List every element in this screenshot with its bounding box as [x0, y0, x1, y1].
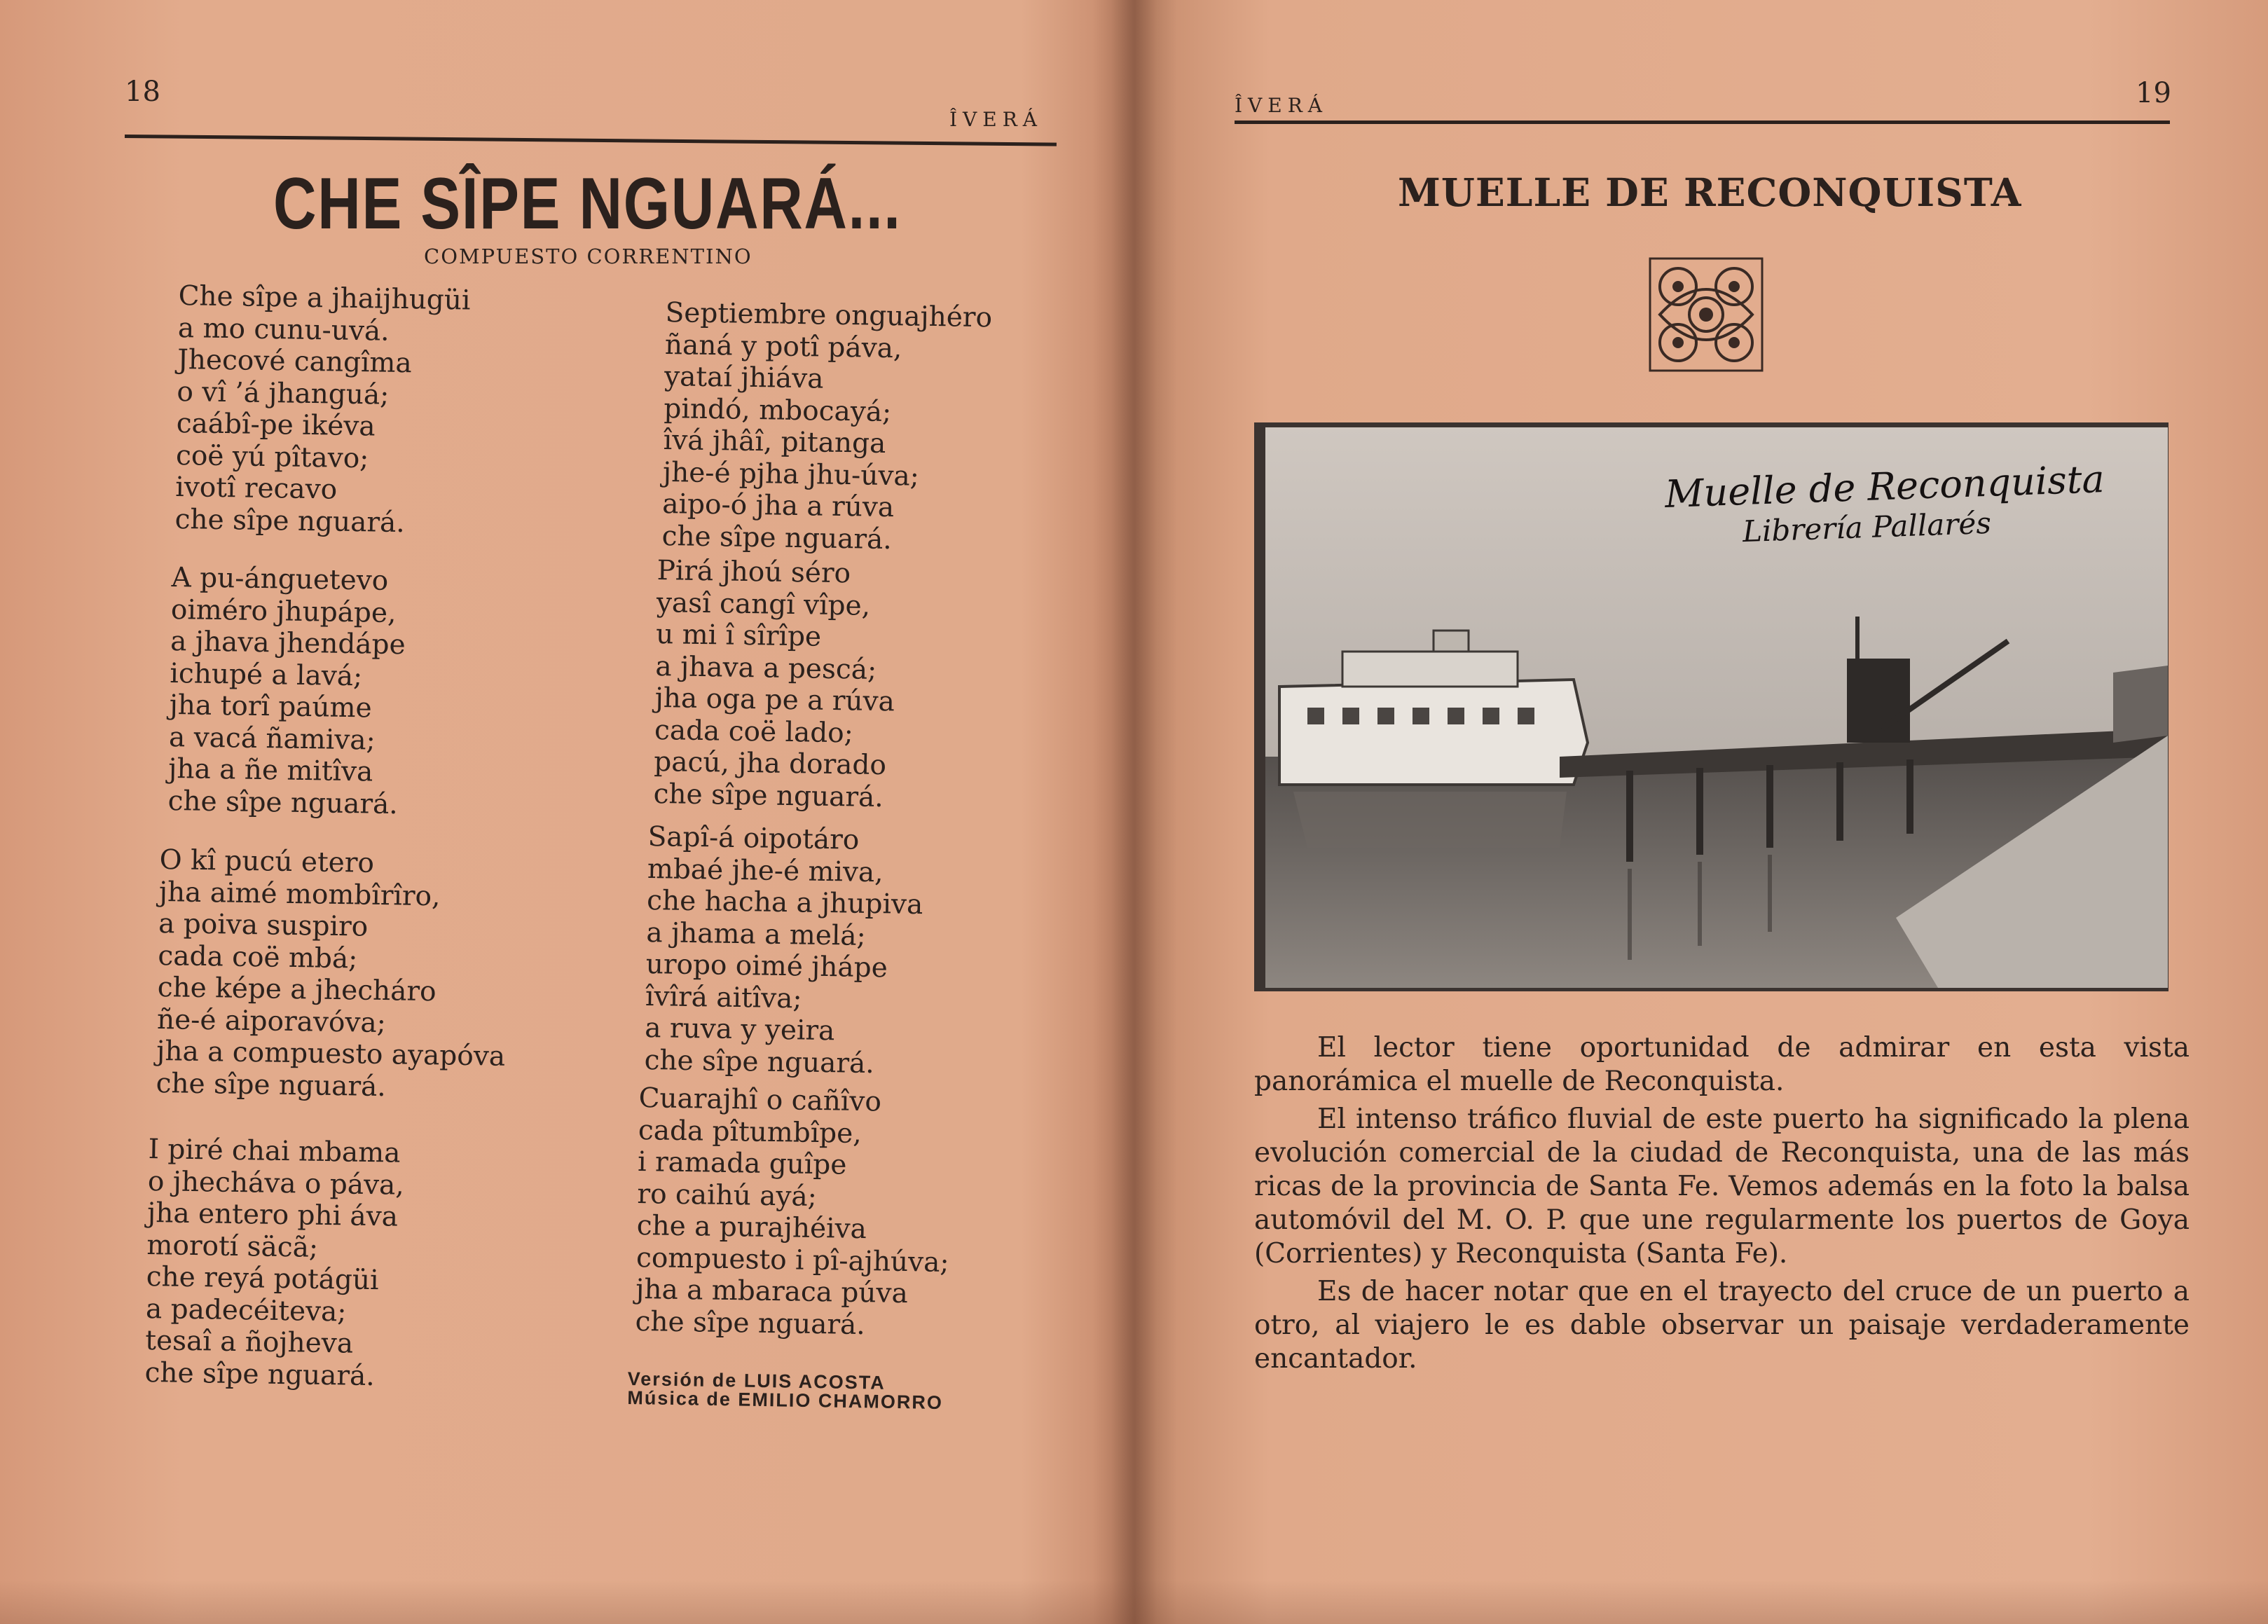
header-rule-right [1235, 121, 2170, 124]
running-head-right: ÎVERÁ [1235, 94, 1328, 117]
paragraph-1: El lector tiene oportunidad de admirar en esta vista panorámica el muelle de Reconquista. [1254, 1032, 2190, 1097]
stanza-3: O kî pucú etero jha aimé mombîrîro, a poiva suspiro cada coë mbá; che képe a jhecháro ñe-é aiporavóva; jha a compuesto ayapóva che sîpe nguará. [156, 844, 506, 1103]
ornament-icon [1649, 257, 1764, 372]
page-bottom-edge [0, 1580, 2268, 1624]
stanza-5: Septiembre onguajhéro ñaná y potî páva, yataí jhiáva pindó, mbocayá; îvá jhâî, pitanga jhe-é pjha jhu-úva; aipo-ó jha a rúva che sîpe nguará. [661, 297, 993, 556]
credit-version: Versión de LUIS ACOSTA [627, 1368, 886, 1394]
credit-music: Música de EMILIO CHAMORRO [627, 1386, 944, 1414]
photo-caption-title: Muelle de Reconquista [1664, 457, 2105, 516]
article-title: MUELLE DE RECONQUISTA [1398, 170, 2022, 215]
page-number-right: 19 [2136, 77, 2171, 109]
paragraph-3: Es de hacer notar que en el trayecto del cruce de un puerto a otro, al viajero le es dable observar un paisaje verdaderamente encantador. [1254, 1276, 2190, 1375]
stanza-4: I piré chai mbama o jhecháva o páva, jha entero phi áva morotí säcã; che reyá potágüi a padecéiteva; tesaî a ñojheva che sîpe nguará. [144, 1134, 405, 1392]
photo-caption-credit: Librería Pallarés [1742, 505, 1992, 549]
stanza-6: Pirá jhoú séro yasî cangî vîpe, u mi î sîrîpe a jhava a pescá; jha oga pe a rúva cada coë lado; pacú, jha dorado che sîpe nguará. [653, 555, 895, 813]
stanza-8: Cuarajhî o cañîvo cada pîtumbîpe, i ramada guîpe ro caihú ayá; che a purajhéiva compuesto i pî-ajhúva; jha a mbaraca púva che sîpe nguará. [635, 1082, 949, 1341]
stanza-1: Che sîpe a jhaijhugüi a mo cunu-uvá. Jhecové cangîma o vî ’á jhanguá; caábî-pe ikéva coë yú pîtavo; ivotî recavo che sîpe nguará. [174, 280, 471, 539]
poem-title: CHE SÎPE NGUARÁ... [273, 163, 902, 245]
stanza-2: A pu-ánguetevo oiméro jhupápe, a jhava jhendápe ichupé a lavá; jha torî paúme a vacá ñamiva; jha a ñe mitîva che sîpe nguará. [167, 562, 406, 820]
stanza-7: Sapî-á oipotáro mbaé jhe-é miva, che hacha a jhupiva a jhama a melá; uropo oimé jhápe îvîrá aitîva; a ruva y yeira che sîpe nguará. [644, 821, 923, 1080]
poem-subtitle: COMPUESTO CORRENTINO [424, 245, 752, 268]
article-body [1254, 1031, 2190, 1380]
header-rule-left [125, 135, 1057, 146]
running-head-left: ÎVERÁ [949, 108, 1043, 131]
page-number-left: 18 [125, 76, 160, 108]
paragraph-2: El intenso tráfico fluvial de este puerto ha significado la plena evolución comercial de la ciudad de Reconquista, una de las más ricas de la provincia de Santa Fe. Vemos además en la foto la balsa automóvil del M. O. P. que une regularmente los puertos de Goya (Corrientes) y Reconquista (Santa Fe). [1254, 1103, 2190, 1269]
song-credits [627, 1370, 943, 1412]
